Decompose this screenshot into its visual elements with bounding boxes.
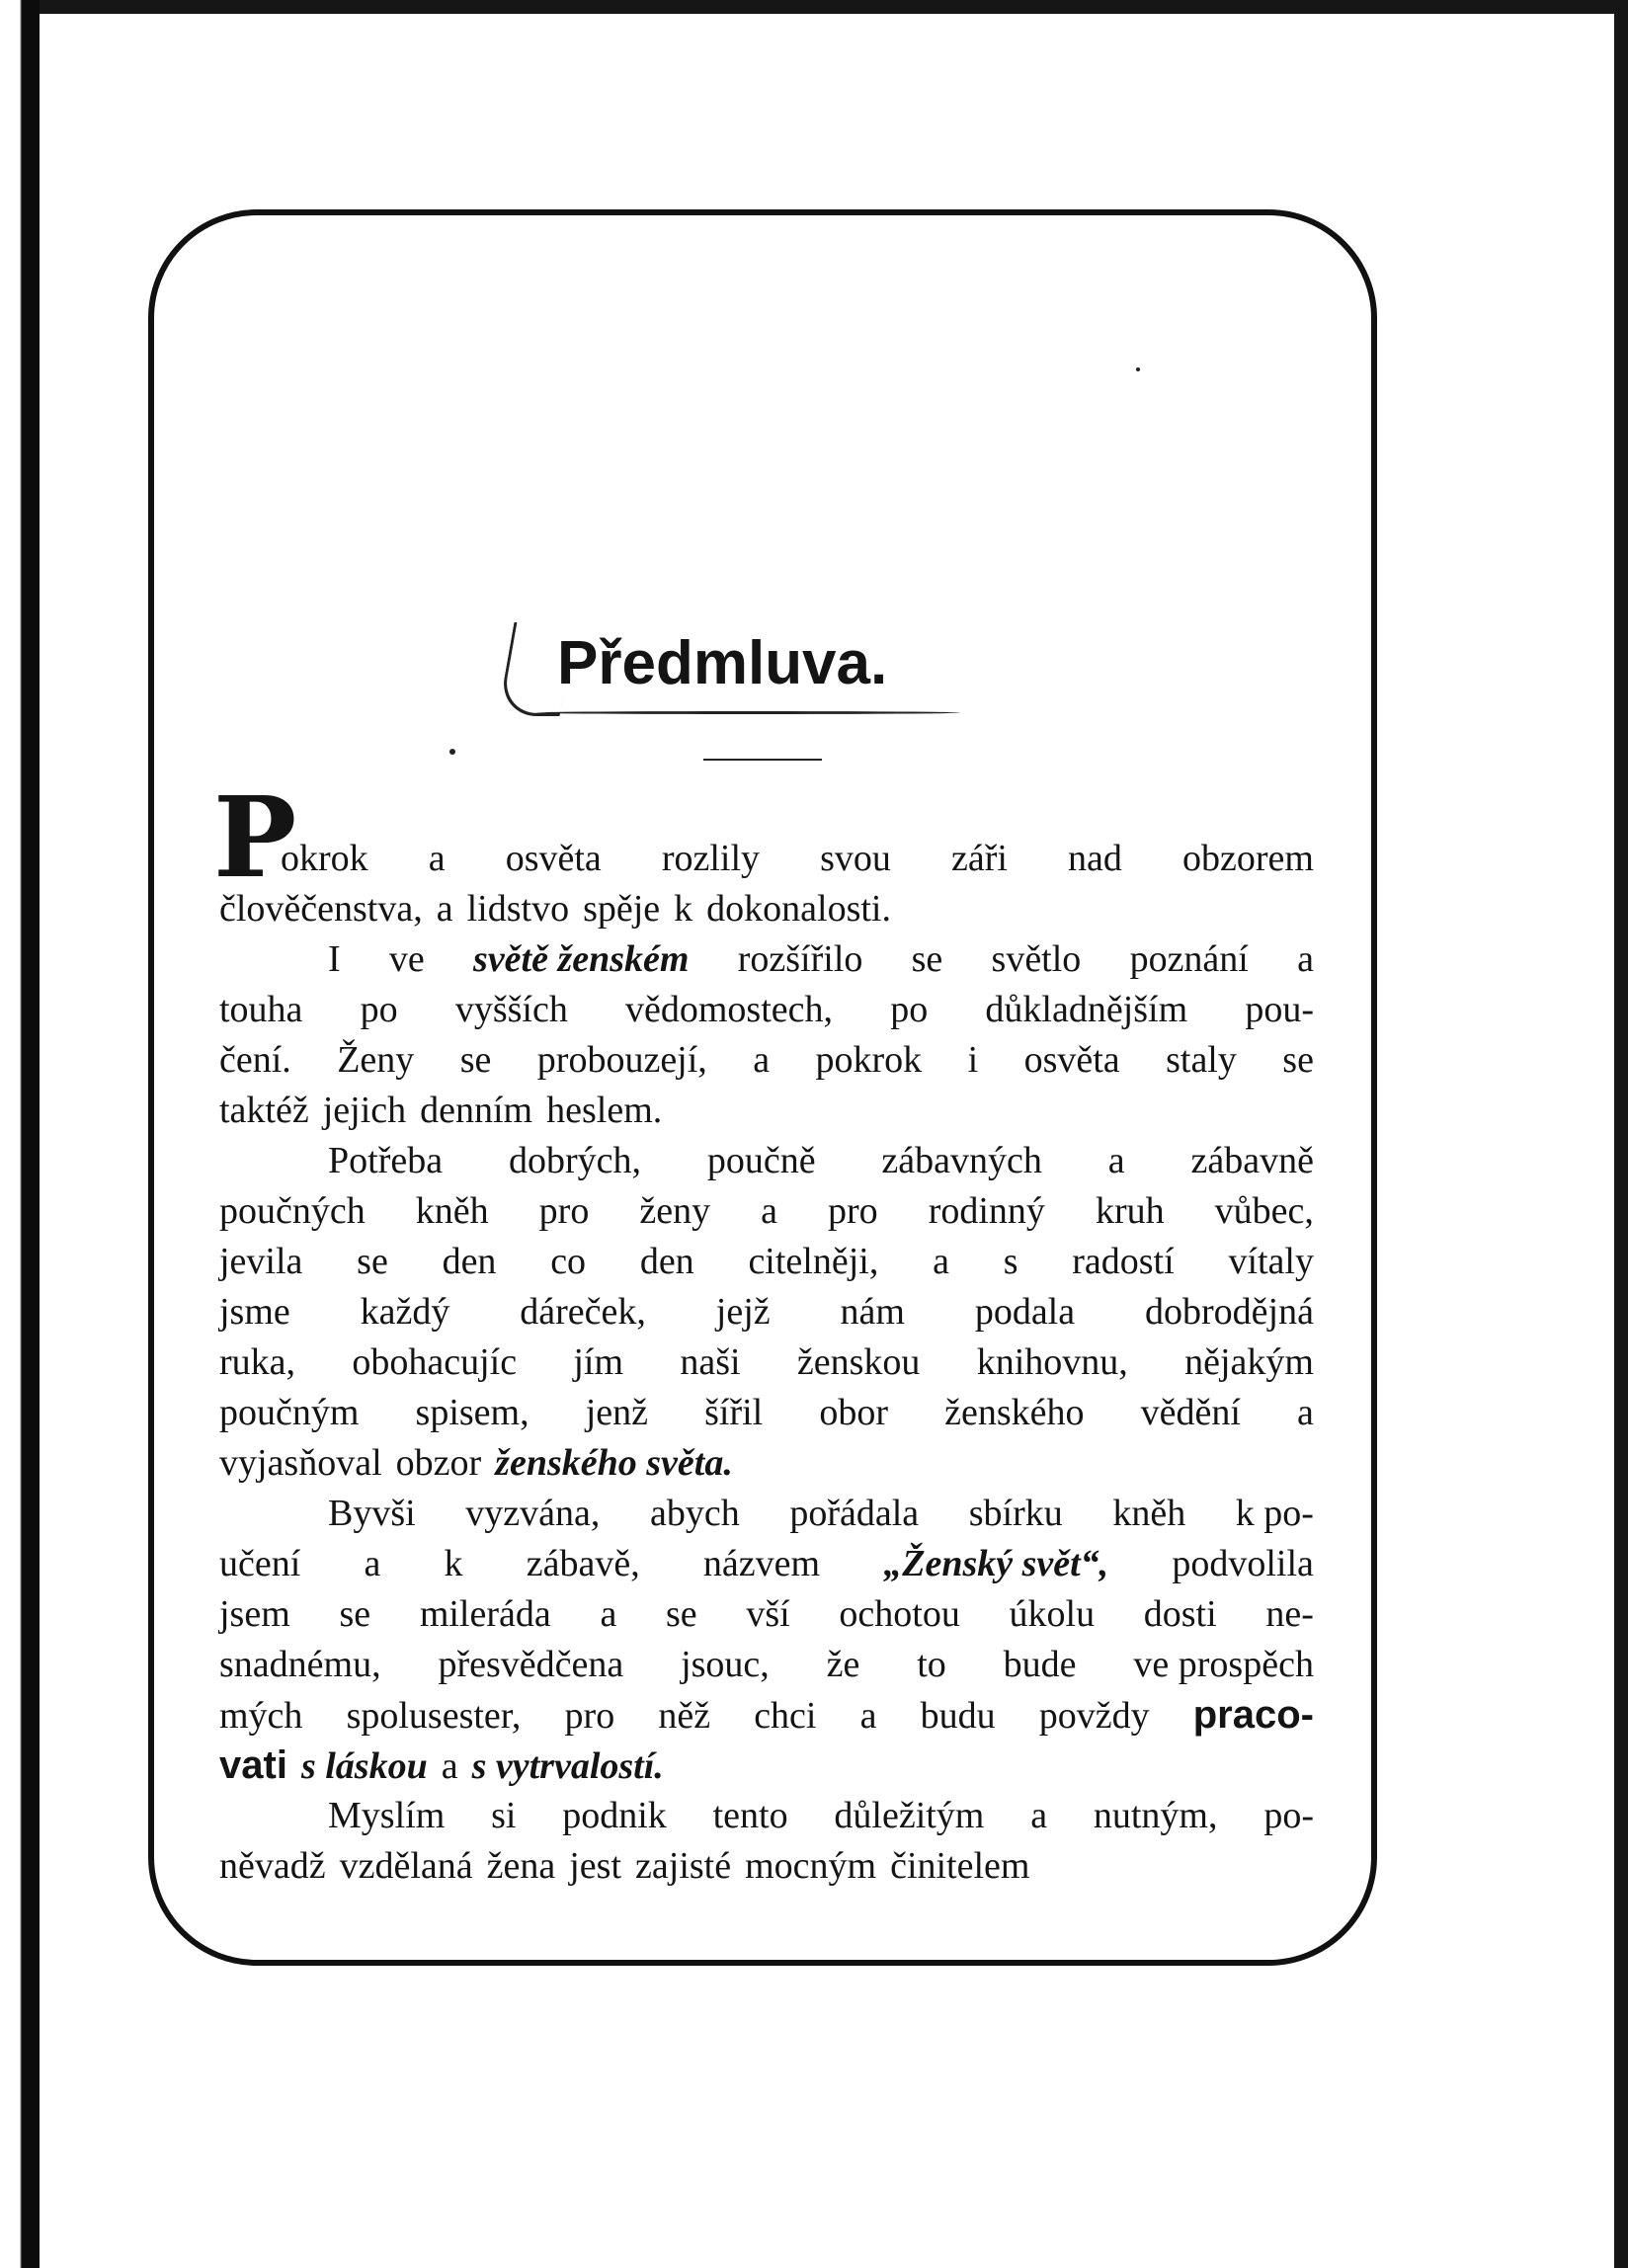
word: to	[917, 1644, 946, 1685]
word: pořádala	[789, 1493, 920, 1534]
text-line	[219, 985, 1314, 1035]
word: člověčenstva,	[219, 888, 423, 930]
text-line	[219, 1086, 1314, 1136]
word: světě ženském	[473, 938, 690, 980]
text-line	[219, 1539, 1314, 1589]
word: zajisté	[635, 1845, 732, 1887]
text-line	[219, 1640, 1314, 1690]
text-line	[219, 1841, 1314, 1892]
word: ve prospěch	[1133, 1644, 1314, 1685]
word: den	[442, 1241, 497, 1282]
page-title: Předmluva.	[557, 629, 888, 697]
word: lidstvo	[466, 888, 570, 930]
word: osvěta	[505, 838, 602, 879]
word: pokrok	[815, 1039, 923, 1081]
text-line	[219, 1438, 1314, 1489]
word: poučným	[219, 1392, 360, 1433]
scan-right-edge	[1614, 0, 1628, 2268]
word: něvadž	[219, 1845, 326, 1887]
word: rozlily	[661, 838, 761, 879]
word: probouzejí,	[536, 1039, 707, 1081]
word: dobrodějná	[1144, 1291, 1314, 1333]
word: a	[600, 1593, 617, 1635]
word: mocným	[745, 1845, 877, 1887]
word: jejich	[322, 1090, 407, 1131]
word: vědění	[1140, 1392, 1241, 1433]
word: že	[826, 1644, 860, 1685]
word: tento	[712, 1795, 788, 1836]
word: citelněji,	[748, 1241, 879, 1282]
word: dokonalosti.	[706, 888, 891, 930]
word: kněh	[415, 1190, 489, 1232]
word: Myslím	[328, 1795, 446, 1836]
word: jsme	[219, 1291, 290, 1333]
word: svou	[820, 838, 891, 879]
title-divider	[703, 759, 822, 761]
scan-binding-edge	[0, 0, 40, 2268]
word: obzor	[395, 1442, 482, 1484]
word: vší	[746, 1593, 790, 1635]
word: důkladnějším	[985, 989, 1188, 1030]
word: úkolu	[1009, 1593, 1096, 1635]
paragraph	[219, 1791, 1314, 1892]
text-line	[219, 1589, 1314, 1640]
word: se	[339, 1593, 371, 1635]
word: mileráda	[419, 1593, 551, 1635]
word: ženskou	[796, 1341, 921, 1383]
text-line	[219, 1186, 1314, 1237]
word: denním	[420, 1090, 533, 1131]
word: a	[1297, 938, 1314, 980]
word: ochotou	[839, 1593, 960, 1635]
word: záři	[951, 838, 1008, 879]
preface-text	[213, 773, 1314, 1892]
word: kněh	[1112, 1493, 1186, 1534]
word: ne-	[1265, 1593, 1314, 1635]
word: podvolila	[1172, 1543, 1314, 1584]
word: abych	[650, 1493, 740, 1534]
word: rodinný	[928, 1190, 1045, 1232]
word: podala	[974, 1291, 1076, 1333]
word: pou-	[1245, 989, 1314, 1030]
word: staly	[1166, 1039, 1237, 1081]
word: obohacujíc	[352, 1341, 518, 1383]
word: učení	[219, 1543, 301, 1584]
word: obor	[819, 1392, 889, 1433]
word: pro	[564, 1695, 615, 1737]
word: a	[1107, 1140, 1125, 1181]
word: se	[911, 938, 943, 980]
word: vědomostech,	[625, 989, 834, 1030]
word: názvem	[702, 1543, 821, 1584]
word: přesvědčena	[438, 1644, 624, 1685]
word: nějakým	[1184, 1341, 1314, 1383]
word: jest	[569, 1845, 622, 1887]
word: ženy	[639, 1190, 711, 1232]
word: ruka,	[219, 1341, 296, 1383]
word: i	[967, 1039, 979, 1081]
word: radostí	[1072, 1241, 1175, 1282]
word: dobrých,	[508, 1140, 641, 1181]
word: poučně	[706, 1140, 816, 1181]
word: a	[364, 1543, 381, 1584]
word: jsouc,	[681, 1644, 770, 1685]
text-line	[219, 1287, 1314, 1337]
word: si	[491, 1795, 517, 1836]
word: ženského světa.	[495, 1442, 733, 1484]
heading-block	[506, 608, 960, 727]
word: zábavě,	[526, 1543, 640, 1584]
word: Ženy	[337, 1039, 415, 1081]
word: heslem.	[546, 1090, 663, 1131]
word: „Ženský svět“,	[883, 1543, 1109, 1584]
text-line	[219, 1690, 1314, 1741]
word: a	[753, 1039, 771, 1081]
word: jím	[573, 1341, 624, 1383]
word: se	[666, 1593, 697, 1635]
text-line	[219, 1388, 1314, 1438]
word: nad	[1068, 838, 1122, 879]
word: praco-	[1192, 1693, 1314, 1737]
word: naši	[680, 1341, 741, 1383]
word: jsem	[219, 1593, 290, 1635]
word: a	[1030, 1795, 1048, 1836]
word: obzorem	[1181, 838, 1314, 879]
word: budu	[920, 1695, 996, 1737]
word: kruh	[1095, 1190, 1165, 1232]
text-line	[219, 1741, 1314, 1791]
word: rozšířilo	[737, 938, 863, 980]
text-line	[219, 1237, 1314, 1287]
word: vítaly	[1228, 1241, 1314, 1282]
word: něž	[658, 1695, 711, 1737]
word: se	[459, 1039, 492, 1081]
word: vyjasňoval	[219, 1442, 382, 1484]
word: s vytrvalostí.	[471, 1745, 664, 1787]
word: a	[1297, 1392, 1314, 1433]
word: poučných	[219, 1190, 366, 1232]
word: k	[674, 888, 693, 930]
word: podnik	[562, 1795, 667, 1836]
word: taktéž	[219, 1090, 309, 1131]
word: poznání	[1129, 938, 1249, 980]
word: vyzvána,	[465, 1493, 601, 1534]
word: po-	[1263, 1795, 1314, 1836]
word: I	[328, 938, 341, 980]
word: žena	[486, 1845, 556, 1887]
word: co	[550, 1241, 587, 1282]
heading-underline	[535, 711, 960, 714]
paragraph	[219, 1136, 1314, 1489]
word: a	[441, 1745, 458, 1787]
paragraph	[213, 773, 1314, 934]
word: ve	[388, 938, 425, 980]
word: sbírku	[968, 1493, 1063, 1534]
word: vůbec,	[1214, 1190, 1314, 1232]
text-line	[219, 1791, 1314, 1841]
word: ženského	[944, 1392, 1085, 1433]
word: světlo	[991, 938, 1082, 980]
word: šířil	[704, 1392, 764, 1433]
word: knihovnu,	[976, 1341, 1128, 1383]
word: vati	[219, 1743, 287, 1787]
word: a	[859, 1695, 877, 1737]
word: vyšších	[454, 989, 568, 1030]
text-line	[219, 1337, 1314, 1388]
word: nám	[840, 1291, 905, 1333]
word: čení.	[219, 1039, 291, 1081]
word: k	[444, 1543, 463, 1584]
word: jejž	[715, 1291, 771, 1333]
word: osvěta	[1023, 1039, 1120, 1081]
word: spěje	[583, 888, 661, 930]
scan-top-edge	[40, 0, 1628, 14]
word: se	[357, 1241, 388, 1282]
word: spisem,	[415, 1392, 529, 1433]
word: Byvši	[328, 1493, 416, 1534]
word: dosti	[1143, 1593, 1217, 1635]
word: a	[428, 838, 446, 879]
word: Potřeba	[328, 1140, 444, 1181]
word: nutným,	[1093, 1795, 1218, 1836]
word: bude	[1003, 1644, 1077, 1685]
word: den	[639, 1241, 694, 1282]
word: se	[1282, 1039, 1314, 1081]
word: snadnému,	[219, 1644, 381, 1685]
drop-cap-initial: P	[213, 773, 297, 903]
word: k po-	[1235, 1493, 1314, 1534]
word: touha	[219, 989, 303, 1030]
word: po	[890, 989, 929, 1030]
word: s láskou	[300, 1745, 428, 1787]
text-line	[219, 934, 1314, 985]
word: okrok	[281, 838, 368, 879]
text-line	[219, 1136, 1314, 1186]
word: každý	[360, 1291, 450, 1333]
word: zábavně	[1190, 1140, 1314, 1181]
word: zábavných	[881, 1140, 1042, 1181]
word: chci	[754, 1695, 817, 1737]
text-line	[219, 884, 1314, 934]
word: a	[761, 1190, 777, 1232]
text-line	[213, 773, 1314, 903]
word: vzdělaná	[339, 1845, 473, 1887]
word: po	[360, 989, 398, 1030]
paragraph	[219, 1489, 1314, 1791]
word: a	[436, 888, 453, 930]
word: důležitým	[834, 1795, 985, 1836]
text-line	[219, 1035, 1314, 1086]
word: jenž	[585, 1392, 649, 1433]
word: s	[1003, 1241, 1018, 1282]
word: a	[933, 1241, 949, 1282]
word: mých	[219, 1695, 303, 1737]
paragraph	[219, 934, 1314, 1136]
text-line	[219, 1489, 1314, 1539]
word: spolusester,	[346, 1695, 522, 1737]
word: jevila	[219, 1241, 303, 1282]
word: povždy	[1038, 1695, 1150, 1737]
word: pro	[538, 1190, 590, 1232]
word: dáreček,	[520, 1291, 646, 1333]
word: činitelem	[890, 1845, 1030, 1887]
word: pro	[828, 1190, 878, 1232]
